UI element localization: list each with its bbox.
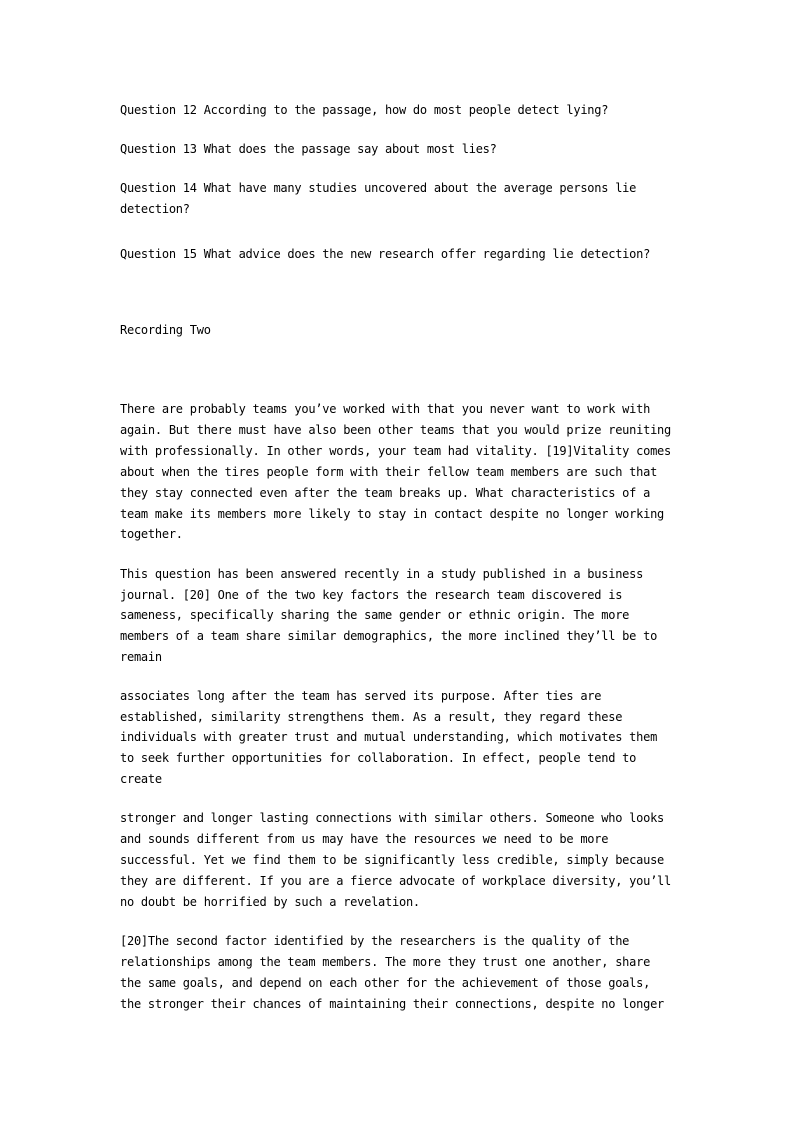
paragraph-5-line: [20]The second factor identified by the researchers is the quality of the <box>120 934 630 948</box>
paragraph-2-line: remain <box>120 650 162 664</box>
paragraph-1-line: with professionally. In other words, your team had vitality. [19]Vitality comes <box>120 444 671 458</box>
paragraph-1-line: There are probably teams you’ve worked with that you never want to work with <box>120 402 651 416</box>
paragraph-4-line: no doubt be horrified by such a revelation. <box>120 895 420 909</box>
question-15: Question 15 What advice does the new research offer regarding lie detection? <box>120 247 651 261</box>
paragraph-2-line: members of a team share similar demographics, the more inclined they’ll be to <box>120 629 658 643</box>
paragraph-1-line: team make its members more likely to stay in contact despite no longer working <box>120 507 665 521</box>
paragraph-3-line: individuals with greater trust and mutual understanding, which motivates them <box>120 730 658 744</box>
paragraph-4-line: successful. Yet we find them to be significantly less credible, simply because <box>120 853 665 867</box>
section-heading: Recording Two <box>120 323 211 337</box>
paragraph-4-line: and sounds different from us may have the resources we need to be more <box>120 832 609 846</box>
paragraph-5-line: relationships among the team members. The more they trust one another, share <box>120 955 651 969</box>
paragraph-2-line: journal. [20] One of the two key factors the research team discovered is <box>120 588 623 602</box>
question-14-continuation: detection? <box>120 202 190 216</box>
paragraph-4-line: stronger and longer lasting connections with similar others. Someone who looks <box>120 811 665 825</box>
paragraph-5-line: the same goals, and depend on each other for the achievement of those goals, <box>120 976 651 990</box>
paragraph-3-line: to seek further opportunities for collaboration. In effect, people tend to <box>120 751 637 765</box>
paragraph-3-line: associates long after the team has served its purpose. After ties are <box>120 689 602 703</box>
paragraph-3-line: create <box>120 772 162 786</box>
paragraph-2-line: sameness, specifically sharing the same gender or ethnic origin. The more <box>120 608 630 622</box>
question-12: Question 12 According to the passage, how do most people detect lying? <box>120 103 609 117</box>
paragraph-1-line: together. <box>120 527 183 541</box>
paragraph-1-line: they stay connected even after the team breaks up. What characteristics of a <box>120 486 651 500</box>
paragraph-3-line: established, similarity strengthens them. As a result, they regard these <box>120 710 623 724</box>
paragraph-1-line: again. But there must have also been other teams that you would prize reuniting <box>120 423 671 437</box>
paragraph-2-line: This question has been answered recently in a study published in a business <box>120 567 644 581</box>
paragraph-1-line: about when the tires people form with their fellow team members are such that <box>120 465 658 479</box>
question-13: Question 13 What does the passage say about most lies? <box>120 142 497 156</box>
question-14: Question 14 What have many studies uncovered about the average persons lie <box>120 181 637 195</box>
paragraph-4-line: they are different. If you are a fierce advocate of workplace diversity, you’ll <box>120 874 671 888</box>
paragraph-5-line: the stronger their chances of maintaining their connections, despite no longer <box>120 997 665 1011</box>
